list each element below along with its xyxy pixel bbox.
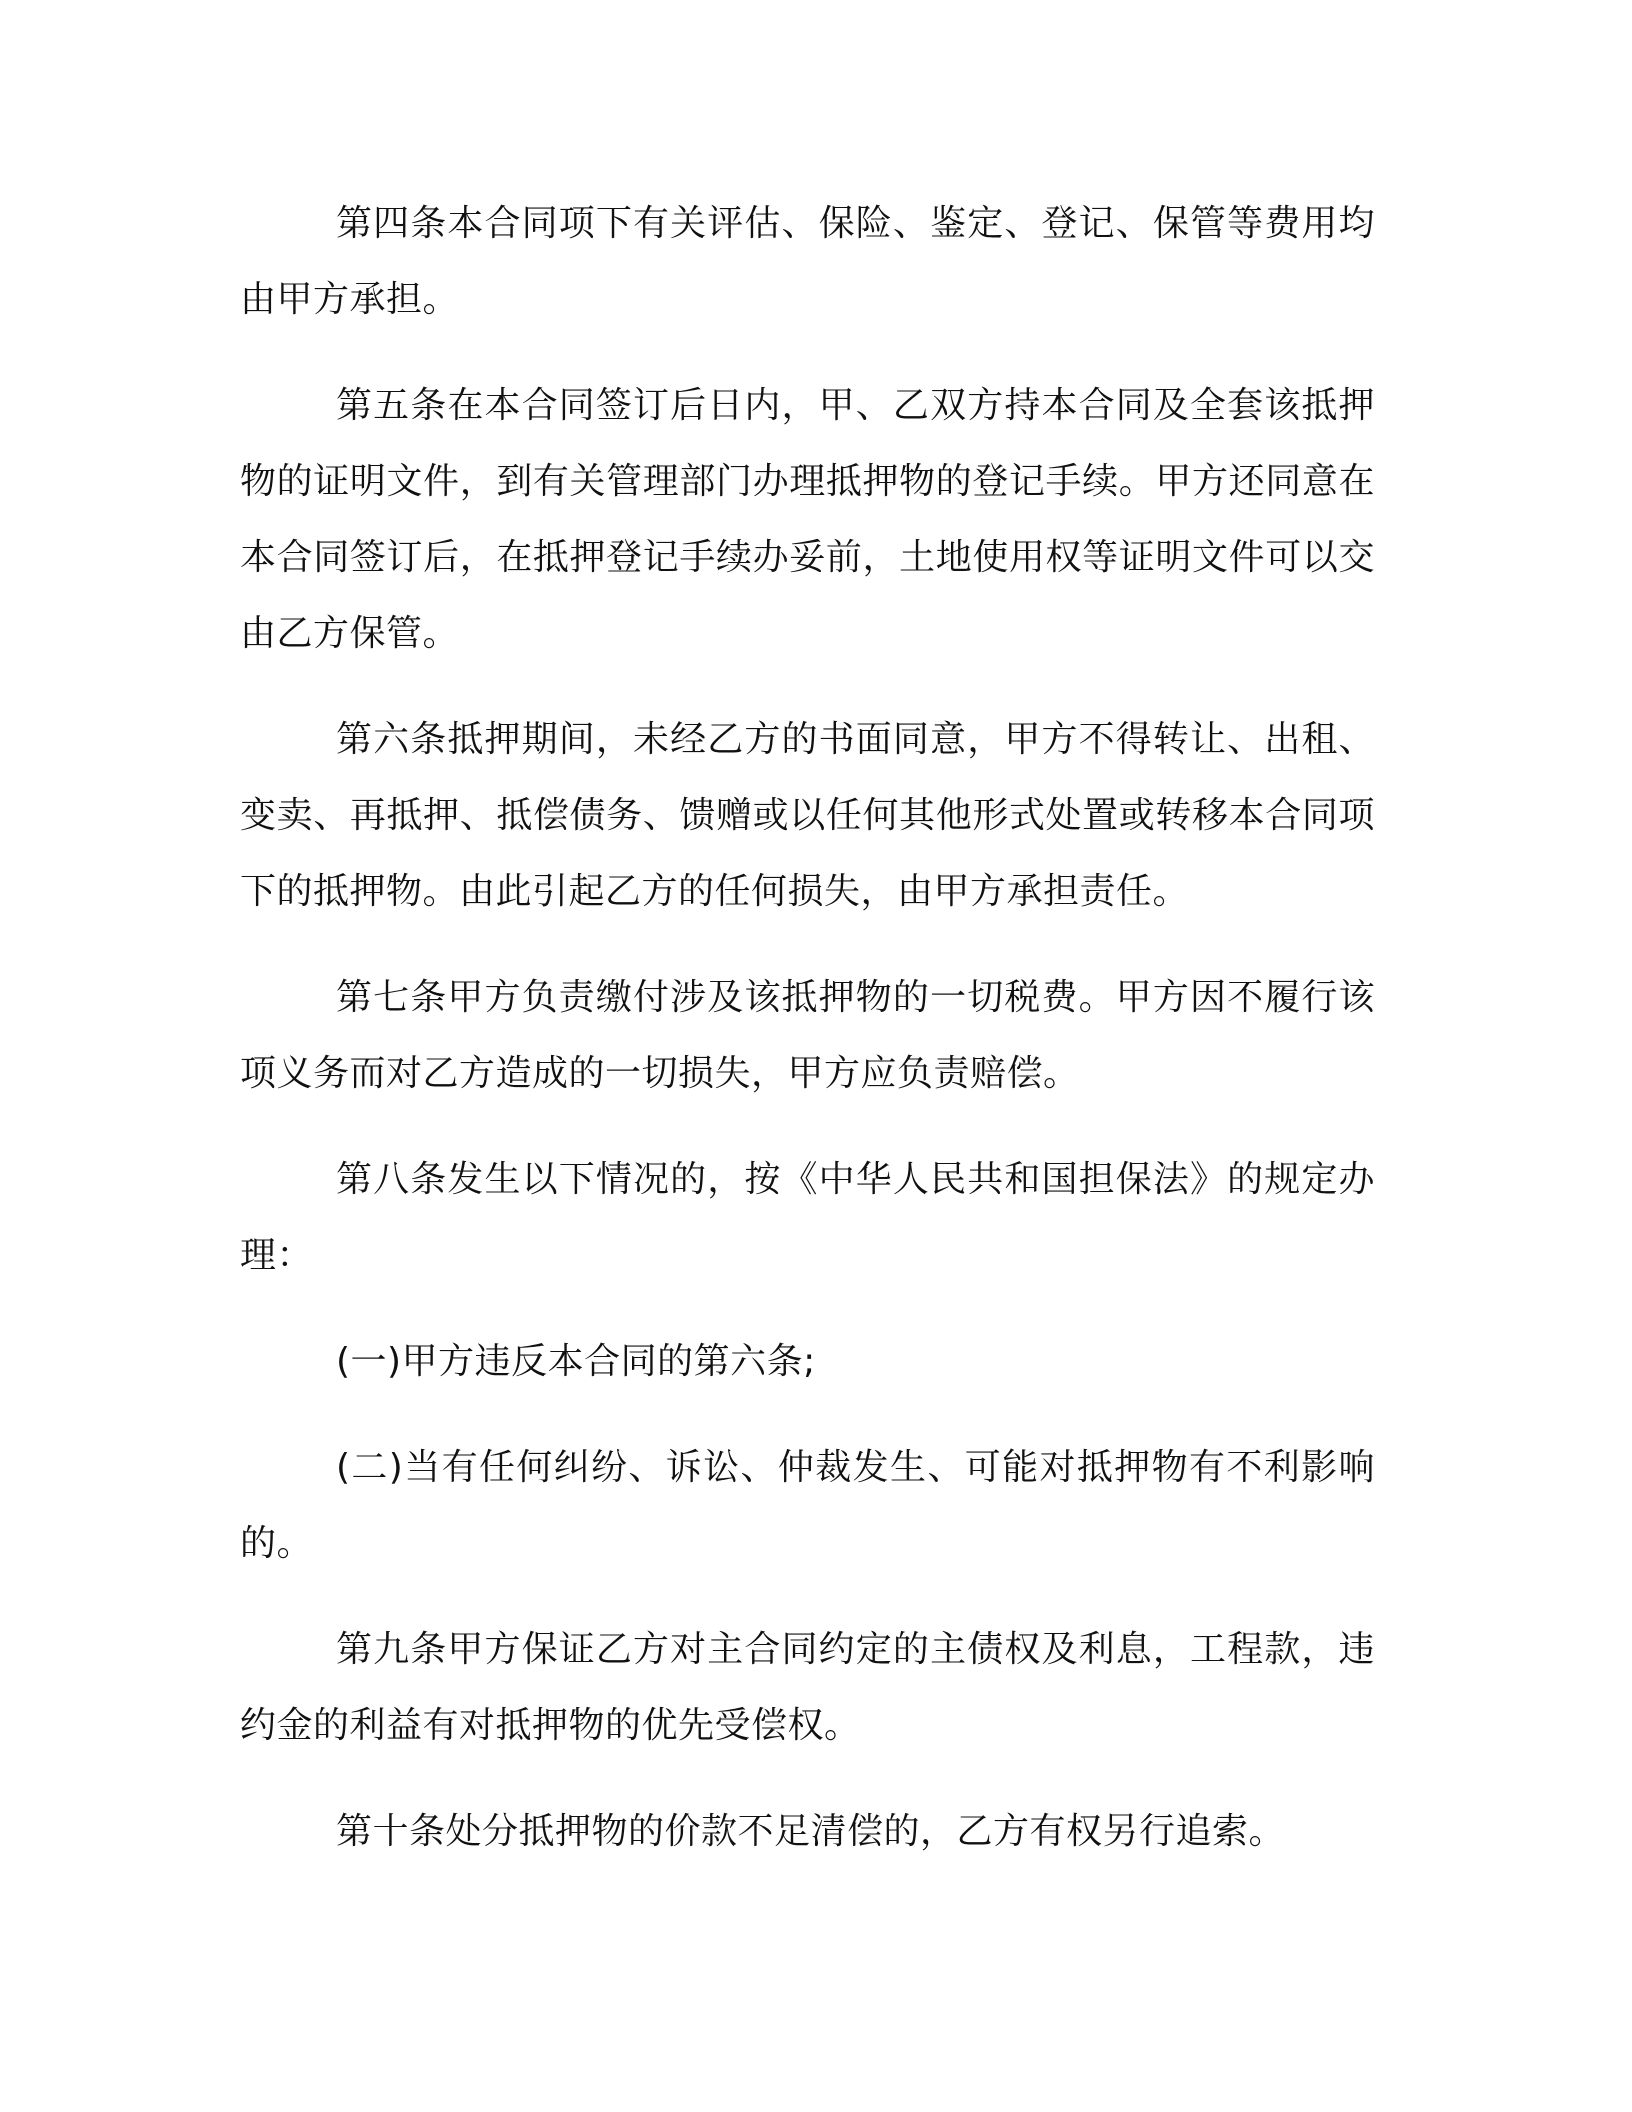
clause-8-paragraph: 第八条发生以下情况的，按《中华人民共和国担保法》的规定办理： <box>240 1159 1375 1276</box>
clause-9-paragraph: 第九条甲方保证乙方对主合同约定的主债权及利息，工程款，违约金的利益有对抵押物的优先受偿权。 <box>240 1629 1375 1746</box>
clause-4-paragraph: 第四条本合同项下有关评估、保险、鉴定、登记、保管等费用均由甲方承担。 <box>240 203 1375 320</box>
clause-5-paragraph: 第五条在本合同签订后日内，甲、乙双方持本合同及全套该抵押物的证明文件，到有关管理部门办理抵押物的登记手续。甲方还同意在本合同签订后，在抵押登记手续办妥前，土地使用权等证明文件可以交由乙方保管。 <box>240 385 1375 654</box>
clause-8-item-1: (一)甲方违反本合同的第六条; <box>336 1341 816 1382</box>
clause-6-paragraph: 第六条抵押期间，未经乙方的书面同意，甲方不得转让、出租、变卖、再抵押、抵偿债务、馈赠或以任何其他形式处置或转移本合同项下的抵押物。由此引起乙方的任何损失，由甲方承担责任。 <box>240 719 1375 912</box>
clause-8-item-2: (二)当有任何纠纷、诉讼、仲裁发生、可能对抵押物有不利影响的。 <box>240 1447 1375 1564</box>
clause-10-paragraph: 第十条处分抵押物的价款不足清偿的，乙方有权另行追索。 <box>336 1811 1286 1852</box>
document-body <box>240 186 1375 1870</box>
clause-7-paragraph: 第七条甲方负责缴付涉及该抵押物的一切税费。甲方因不履行该项义务而对乙方造成的一切损失，甲方应负责赔偿。 <box>240 977 1375 1094</box>
